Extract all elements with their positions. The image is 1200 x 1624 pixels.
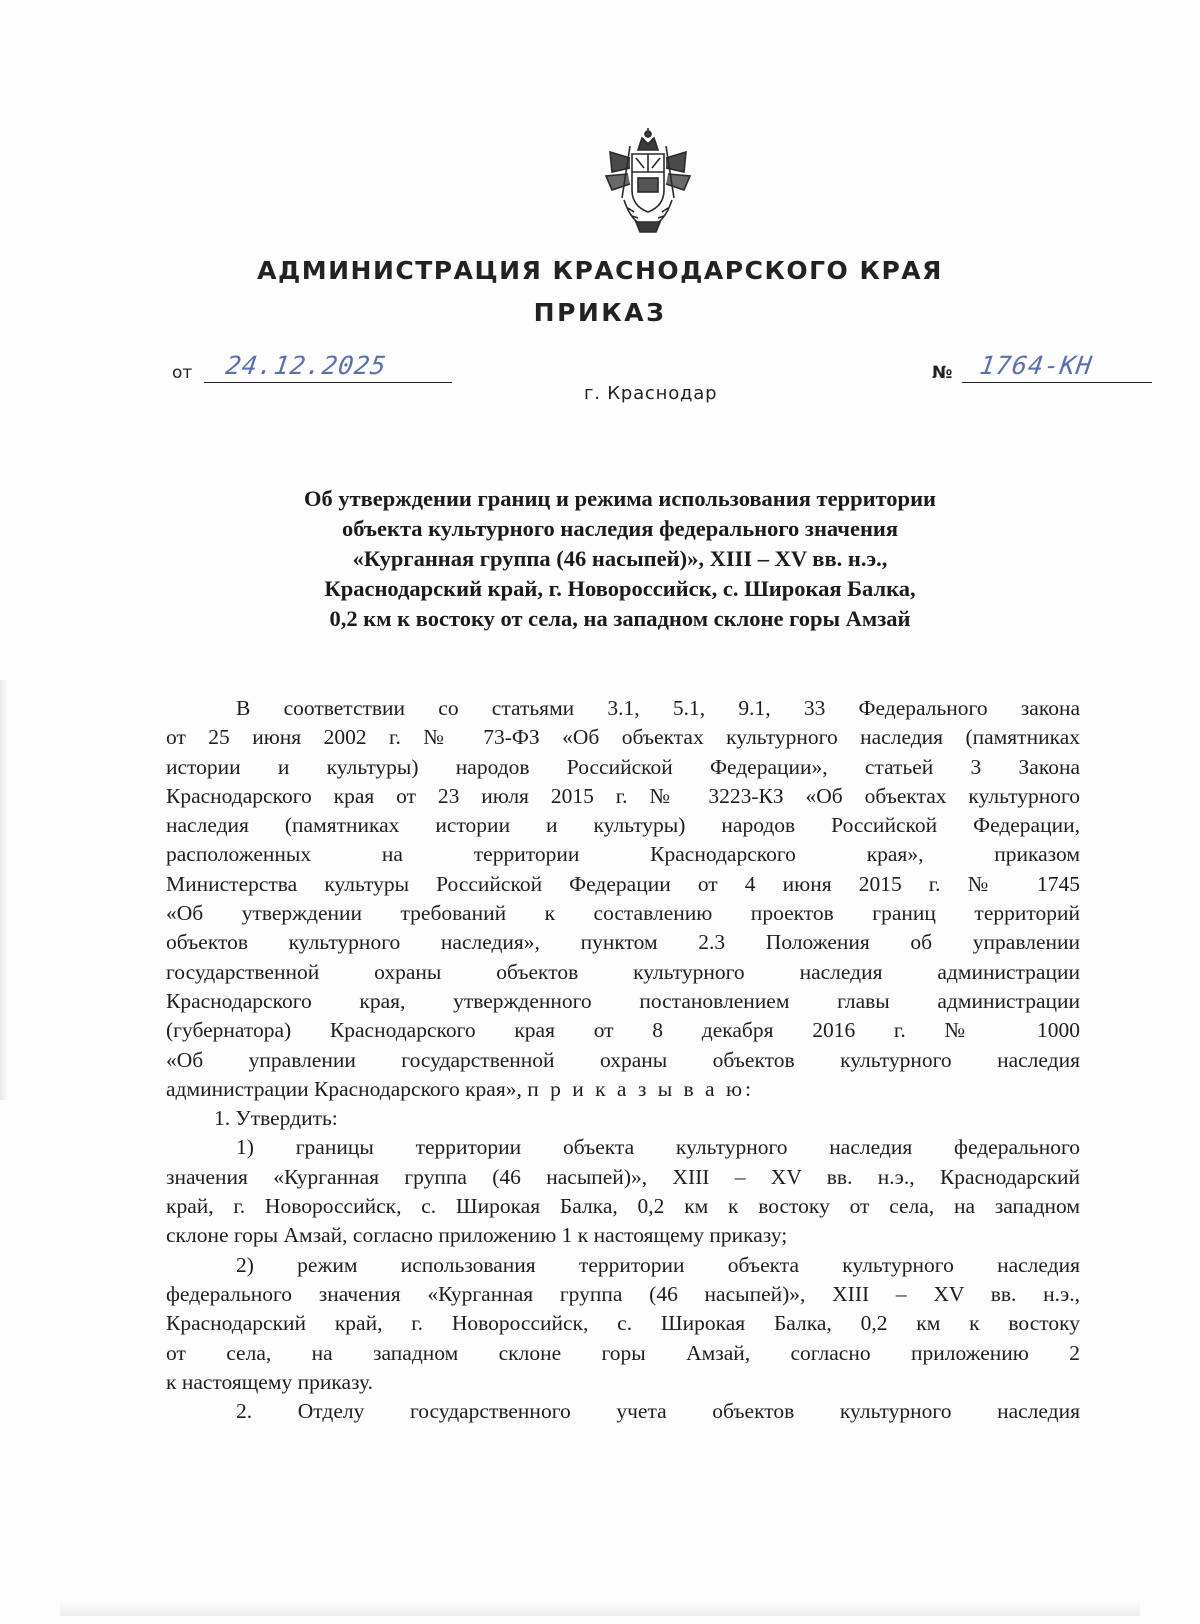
body-line: наследия (памятниках истории и культуры) народов Российской Федерации, <box>166 813 1080 838</box>
organization-name: АДМИНИСТРАЦИЯ КРАСНОДАРСКОГО КРАЯ <box>257 256 943 285</box>
number-prefix: № <box>932 363 953 383</box>
body-line: истории и культуры) народов Российской Федерации», статьей 3 Закона <box>166 754 1080 779</box>
title-line: 0,2 км к востоку от села, на западном склоне горы Амзай <box>329 606 911 631</box>
body-line-text: администрации Краснодарского края», <box>166 1076 522 1101</box>
body-line: значения «Курганная группа (46 насыпей)», XIII – XV вв. н.э., Краснодарский <box>166 1164 1080 1189</box>
scan-bottom-shadow <box>60 1600 1140 1616</box>
date-field <box>204 352 452 383</box>
body-line <box>166 1075 1080 1104</box>
city: г. Краснодар <box>584 383 718 404</box>
date-prefix: от <box>172 363 193 383</box>
body-line: Краснодарского края, утвержденного постановлением главы администрации <box>166 988 1080 1013</box>
document-body <box>166 694 1080 1426</box>
number-row <box>932 352 1152 383</box>
body-line: (губернатора) Краснодарского края от 8 декабря 2016 г. № 1000 <box>166 1018 1080 1043</box>
body-line: В соответствии со статьями 3.1, 5.1, 9.1, 33 Федерального закона <box>236 696 1080 720</box>
body-line: от села, на западном склоне горы Амзай, согласно приложению 2 <box>166 1340 1080 1365</box>
date-row <box>172 352 452 383</box>
body-line: «Об управлении государственной охраны объектов культурного наследия <box>166 1047 1080 1072</box>
body-line: Краснодарский край, г. Новороссийск, с. Широкая Балка, 0,2 км к востоку <box>166 1311 1080 1336</box>
body-line: край, г. Новороссийск, с. Широкая Балка, 0,2 км к востоку от села, на западном <box>166 1194 1080 1219</box>
body-line: Министерства культуры Российской Федерации от 4 июня 2015 г. № 1745 <box>166 871 1080 896</box>
body-line: 1. Утвердить: <box>214 1106 338 1131</box>
title-line: «Курганная группа (46 насыпей)», XIII – XV вв. н.э., <box>352 546 888 571</box>
body-line: объектов культурного наследия», пунктом 2.3 Положения об управлении <box>166 930 1080 955</box>
body-line: 2) режим использования территории объекта культурного наследия <box>236 1252 1080 1277</box>
body-line: Краснодарского края от 23 июля 2015 г. № 3223-КЗ «Об объектах культурного <box>166 783 1080 808</box>
title-line: объекта культурного наследия федерального значения <box>341 516 899 541</box>
body-line: 1) границы территории объекта культурного наследия федерального <box>236 1135 1080 1160</box>
body-line: государственной охраны объектов культурного наследия администрации <box>166 959 1080 984</box>
document-title <box>190 484 1050 634</box>
body-line: «Об утверждении требований к составлению проектов границ территорий <box>166 901 1080 926</box>
body-line: федерального значения «Курганная группа (46 насыпей)», XIII – XV вв. н.э., <box>166 1281 1080 1306</box>
title-line: Об утверждении границ и режима использования территории <box>303 486 937 511</box>
order-verb: п р и к а з ы в а ю: <box>527 1076 755 1101</box>
number-field <box>962 352 1152 383</box>
title-line: Краснодарский край, г. Новороссийск, с. Широкая Балка, <box>324 576 916 601</box>
body-line: 2. Отделу государственного учета объектов культурного наследия <box>236 1399 1080 1424</box>
body-line: расположенных на территории Краснодарского края», приказом <box>166 842 1080 867</box>
body-line: склоне горы Амзай, согласно приложению 1 к настоящему приказу; <box>166 1223 788 1248</box>
handwritten-number: 1764-КН <box>977 351 1095 380</box>
handwritten-date: 24.12.2025 <box>223 351 389 380</box>
coat-of-arms-emblem <box>602 128 694 234</box>
body-line: к настоящему приказу. <box>166 1369 374 1394</box>
body-line: от 25 июня 2002 г. № 73-ФЗ «Об объектах культурного наследия (памятниках <box>166 725 1080 750</box>
document-type: ПРИКАЗ <box>533 298 667 327</box>
scan-edge-shadow <box>0 680 8 1100</box>
